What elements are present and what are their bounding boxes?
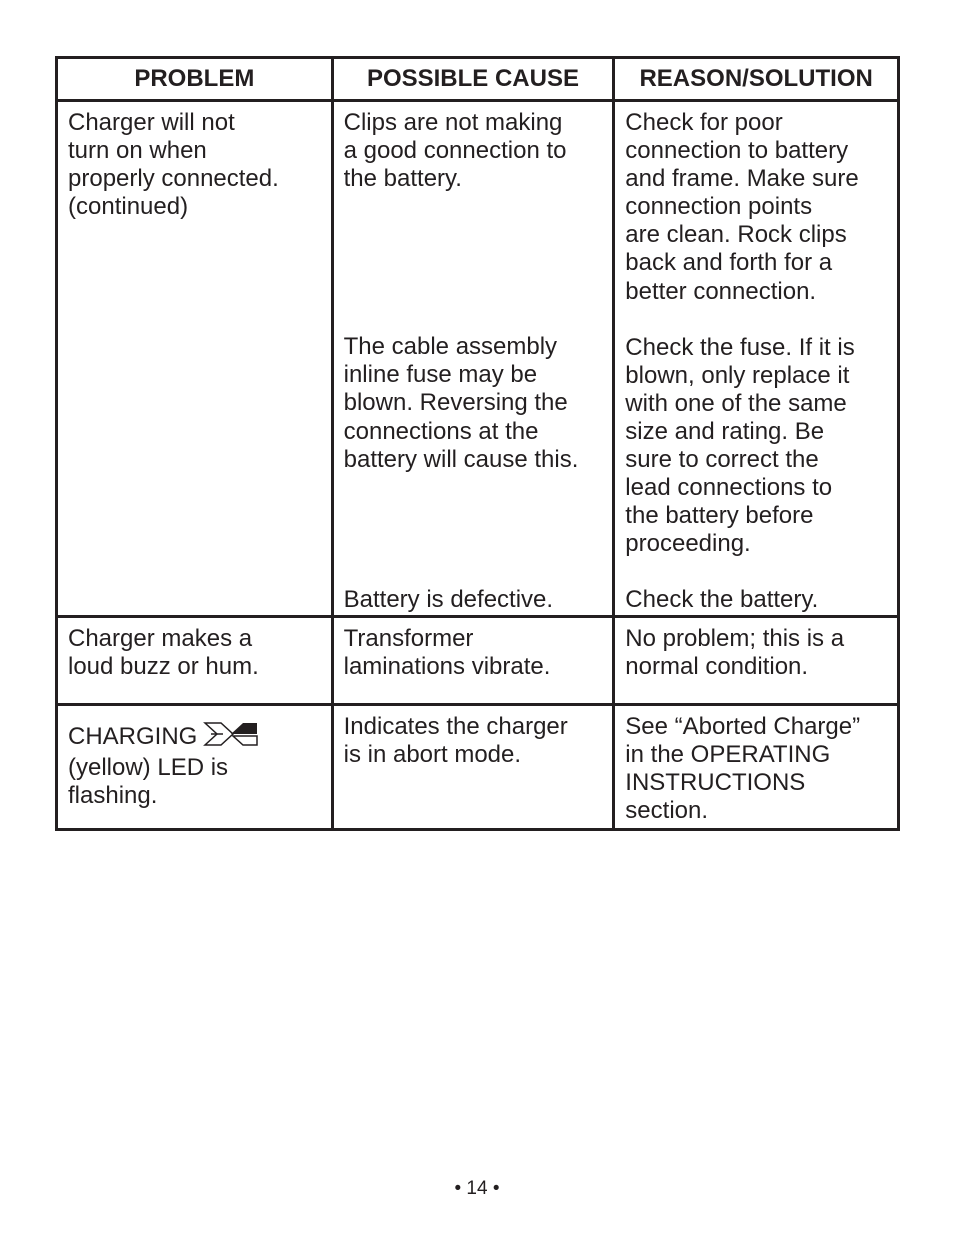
cause-text: connections at the — [343, 417, 539, 445]
solution-text: lead connections to — [625, 474, 833, 502]
solution-text: Check the fuse. If it is — [625, 333, 855, 361]
problem-cell — [57, 616, 333, 704]
problem-text: Charger makes a — [68, 624, 253, 652]
problem-cell — [57, 101, 333, 617]
solution-text: connection to battery — [625, 137, 849, 165]
cause-text: laminations vibrate. — [343, 652, 551, 680]
solution-text: connection points — [625, 193, 813, 221]
solution-text: sure to correct the — [625, 446, 819, 474]
cause-text: inline fuse may be — [343, 361, 538, 389]
solution-text: back and forth for a — [625, 249, 833, 277]
charging-led-icon — [203, 721, 259, 754]
cause-text: is in abort mode. — [343, 740, 522, 768]
problem-text: CHARGING — [68, 722, 198, 750]
solution-text: INSTRUCTIONS — [625, 768, 806, 796]
problem-text: (continued) — [68, 193, 189, 221]
solution-text: Check for poor — [625, 109, 783, 136]
table-header-row — [57, 58, 899, 101]
problem-text: turn on when — [68, 137, 207, 165]
cause-text: Battery is defective. — [343, 585, 554, 613]
header-problem: PROBLEM — [57, 58, 333, 101]
cause-text: a good connection to — [343, 137, 567, 165]
solution-text: are clean. Rock clips — [625, 221, 847, 249]
cause-text: the battery. — [343, 165, 462, 193]
table-row — [57, 101, 899, 617]
header-possible-cause: POSSIBLE CAUSE — [332, 58, 614, 101]
cause-cell — [332, 101, 614, 617]
solution-text: the battery before — [625, 502, 814, 530]
problem-text: (yellow) LED is — [68, 753, 229, 781]
solution-text: Check the battery. — [625, 586, 819, 614]
table-row — [57, 616, 899, 704]
solution-cell — [614, 101, 899, 617]
problem-text: Charger will not — [68, 109, 235, 136]
solution-text: normal condition. — [625, 652, 809, 680]
solution-text: No problem; this is a — [625, 624, 845, 652]
solution-text: See “Aborted Charge” — [625, 712, 861, 740]
cause-text: Transformer — [343, 624, 474, 652]
cause-text: The cable assembly — [343, 333, 558, 361]
solution-text: in the OPERATING — [625, 740, 831, 768]
header-reason-solution: REASON/SOLUTION — [614, 58, 899, 101]
problem-text: properly connected. — [68, 165, 279, 193]
solution-text: better connection. — [625, 277, 817, 305]
cause-cell — [332, 616, 614, 704]
troubleshooting-table — [55, 56, 900, 831]
problem-cell — [57, 704, 333, 829]
cause-text: blown. Reversing the — [343, 389, 568, 417]
page-number: • 14 • — [454, 1178, 500, 1199]
cause-cell — [332, 704, 614, 829]
problem-text: flashing. — [68, 781, 158, 809]
solution-text: size and rating. Be — [625, 417, 825, 445]
cause-text: Clips are not making — [343, 109, 563, 136]
table-row — [57, 704, 899, 829]
problem-text: loud buzz or hum. — [68, 652, 259, 680]
solution-text: proceeding. — [625, 530, 751, 558]
solution-text: blown, only replace it — [625, 361, 850, 389]
solution-cell — [614, 704, 899, 829]
solution-text: with one of the same — [625, 389, 847, 417]
solution-text: and frame. Make sure — [625, 165, 859, 193]
cause-text: battery will cause this. — [343, 445, 579, 473]
solution-cell — [614, 616, 899, 704]
cause-text: Indicates the charger — [343, 712, 568, 740]
solution-text: section. — [625, 796, 709, 824]
